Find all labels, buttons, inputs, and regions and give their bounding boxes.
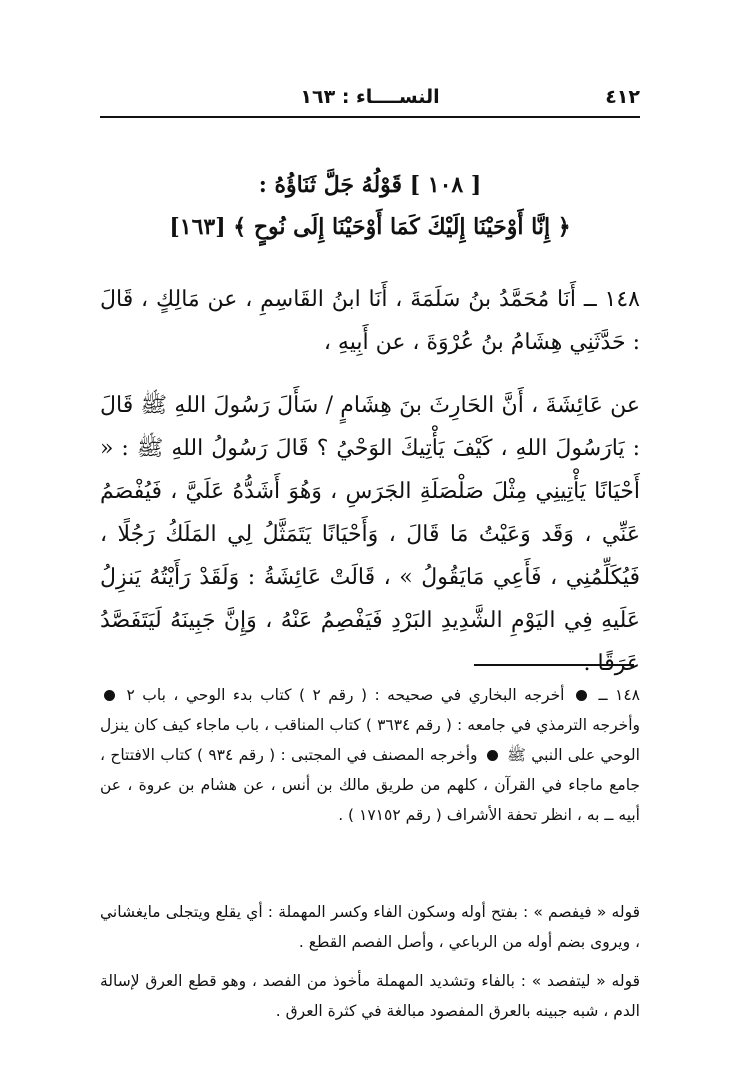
bullet-icon [104,690,115,701]
footnote-note-yatafassad: قوله « ليتفصد » : بالفاء وتشديد المهملة مأخوذ من الفصد ، وهو قطع العرق لإسالة الدم ، شبه جبينه بالعرق المفصود مبالغة في كثرة العرق . [100,972,640,1020]
hadith-matn: عن عَائِشَةَ ، أَنَّ الحَارِثَ بنَ هِشَامٍ / سَأَلَ رَسُولَ اللهِ ﷺ قَالَ : يَارَسُولَ اللهِ ، كَيْفَ يَأْتِيكَ الوَحْيُ ؟ قَالَ رَسُولُ اللهِ ﷺ : « أَحْيَانًا يَأْتِينِي مِثْلَ صَلْصَلَةِ الجَرَسِ ، وَهُوَ أَشَدُّهُ عَلَيَّ ، فَيُفْصَمُ عَنِّي ، وَقَد وَعَيْتُ مَا قَالَ ، وَأَحْيَانًا يَتَمَثَّلُ لِي المَلَكُ رَجُلًا ، فَيُكَلِّمُنِي ، فَأَعِي مَايَقُولُ » ، قَالَتْ عَائِشَةُ : وَلَقَدْ رَأَيْتُهُ يَنزِلُ عَلَيهِ فِي اليَوْمِ الشَّدِيدِ البَرْدِ فَيَفْصِمُ عَنْهُ ، وَإِنَّ جَبِينَهُ لَيَتَفَصَّدُ عَرَقًا . [100,393,640,676]
hadith-isnad: ١٤٨ ــ أَنَا مُحَمَّدُ بنُ سَلَمَةَ ، أَنَا ابنُ القَاسِمِ ، عن مَالِكٍ ، قَالَ : حَدَّثَنِي هِشَامُ بنُ عُرْوَةَ ، عن أَبِيهِ ، [100,287,640,355]
page-header [100,86,640,118]
footnote-note-yafsim: قوله « فيفصم » : بفتح أوله وسكون الفاء وكسر المهملة : أي يقلع ويتجلى مايغشاني ، ويروى بضم أوله من الرباعي ، وأصل الفصم القطع . [100,903,640,951]
bullet-icon [487,750,498,761]
running-title: النســــاء : ١٦٣ [300,86,440,108]
bullet-icon [576,690,587,701]
takhrij-tirmidhi: وأخرجه الترمذي في جامعه : ( رقم ٣٦٣٤ ) كتاب المناقب ، باب ماجاء كيف كان ينزل الوحي على النبي ﷺ [100,716,641,764]
footnote-takhrij [100,680,640,830]
footnote-number: ١٤٨ ــ [598,686,640,704]
takhrij-nasai: وأخرجه المصنف في المجتبى : ( رقم ٩٣٤ ) كتاب الافتتاح ، جامع ماجاء في القرآن ، كلهم من طريق مالك بن أنس ، عن هشام بن عروة ، عن أبيه ــ به ، انظر تحفة الأشراف ( رقم ١٧١٥٢ ) . [100,746,640,824]
page-number: ٤١٢ [605,86,640,108]
section-heading: [ ١٠٨ ] قَوْلُهُ جَلَّ ثَنَاؤُهُ : [258,172,482,198]
quran-verse: ﴿ إِنَّا أَوْحَيْنَا إِلَيْكَ كَمَا أَوْحَيْنَا إِلَى نُوحٍ ﴾ [١٦٣] [169,214,571,240]
footnote-separator [474,664,634,666]
takhrij-bukhari: أخرجه البخاري في صحيحه : ( رقم ٢ ) كتاب بدء الوحي ، باب ٢ [126,686,565,704]
